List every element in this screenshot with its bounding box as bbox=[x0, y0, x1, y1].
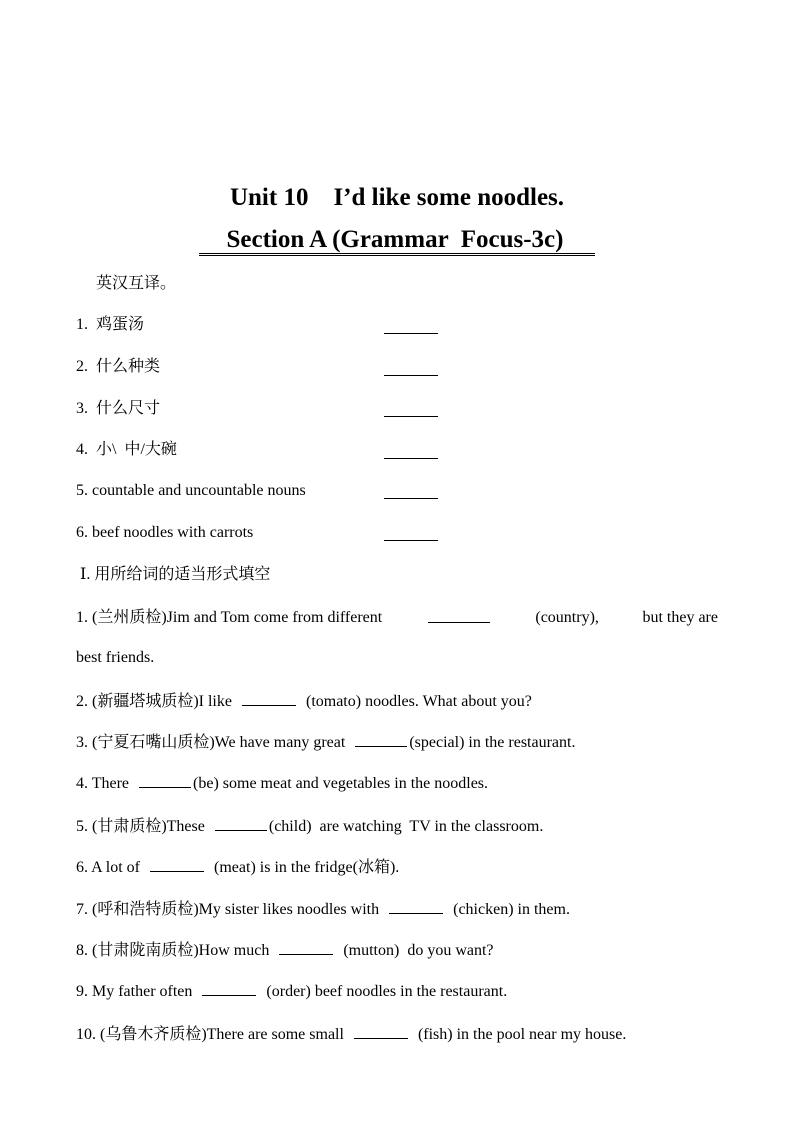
question-5 bbox=[76, 816, 543, 837]
answer-blank[interactable] bbox=[428, 608, 490, 623]
question-6 bbox=[76, 857, 399, 878]
answer-blank[interactable] bbox=[384, 540, 438, 541]
question-3-hint: (special) in the restaurant. bbox=[409, 734, 576, 751]
vocab-item-3: 3. 什么尺寸 bbox=[76, 400, 161, 417]
question-8-hint: (mutton) do you want? bbox=[343, 942, 494, 959]
vocab-item-6: 6. beef noodles with carrots bbox=[76, 524, 254, 541]
page-title: Unit 10 I’d like some noodles. bbox=[229, 184, 565, 211]
question-6-text: 6. A lot of bbox=[76, 859, 141, 876]
question-4 bbox=[76, 773, 488, 794]
question-8-text: 8. (甘肃陇南质检)How much bbox=[76, 942, 270, 959]
subtitle-label: Section A (Grammar Focus-3c) bbox=[199, 226, 596, 254]
answer-blank[interactable] bbox=[139, 773, 191, 788]
question-2-text: 2. (新疆塔城质检)I like bbox=[76, 693, 232, 710]
vocab-item-5: 5. countable and uncountable nouns bbox=[76, 482, 306, 499]
question-8 bbox=[76, 940, 494, 961]
page-subtitle bbox=[0, 226, 794, 254]
question-7-hint: (chicken) in them. bbox=[453, 901, 570, 918]
question-5-hint: (child) are watching TV in the classroom. bbox=[268, 818, 544, 835]
question-2-hint: (tomato) noodles. What about you? bbox=[305, 693, 532, 710]
vocab-instruction: 英汉互译。 bbox=[96, 275, 177, 292]
question-10-text: 10. (乌鲁木齐质检)There are some small bbox=[76, 1026, 344, 1043]
question-9-hint: (order) beef noodles in the restaurant. bbox=[266, 983, 508, 1000]
question-7-text: 7. (呼和浩特质检)My sister likes noodles with bbox=[76, 901, 380, 918]
question-4-hint: (be) some meat and vegetables in the noodles. bbox=[193, 775, 489, 792]
answer-blank[interactable] bbox=[215, 816, 267, 831]
answer-blank[interactable] bbox=[242, 691, 296, 706]
question-9-text: 9. My father often bbox=[76, 983, 193, 1000]
answer-blank[interactable] bbox=[355, 732, 407, 747]
question-1 bbox=[76, 608, 718, 628]
question-1-hint: (country), bbox=[535, 609, 599, 626]
answer-blank[interactable] bbox=[384, 416, 438, 417]
answer-blank[interactable] bbox=[389, 899, 443, 914]
answer-blank[interactable] bbox=[150, 857, 204, 872]
vocab-item-2: 2. 什么种类 bbox=[76, 358, 161, 375]
question-1-continued: best friends. bbox=[76, 649, 155, 666]
question-1-text-end: but they are bbox=[642, 609, 718, 626]
question-10-hint: (fish) in the pool near my house. bbox=[417, 1026, 627, 1043]
question-9 bbox=[76, 981, 507, 1002]
question-6-hint: (meat) is in the fridge(冰箱). bbox=[214, 859, 400, 876]
question-7 bbox=[76, 899, 570, 920]
answer-blank[interactable] bbox=[384, 458, 438, 459]
answer-blank[interactable] bbox=[384, 333, 438, 334]
question-3-text: 3. (宁夏石嘴山质检)We have many great bbox=[76, 734, 346, 751]
question-10 bbox=[76, 1024, 626, 1045]
answer-blank[interactable] bbox=[202, 981, 256, 996]
question-3 bbox=[76, 732, 575, 753]
question-4-text: 4. There bbox=[76, 775, 130, 792]
answer-blank[interactable] bbox=[279, 940, 333, 955]
question-1-text: 1. (兰州质检)Jim and Tom come from different bbox=[76, 609, 383, 626]
question-5-text: 5. (甘肃质检)These bbox=[76, 818, 205, 835]
answer-blank[interactable] bbox=[384, 498, 438, 499]
vocab-item-1: 1. 鸡蛋汤 bbox=[76, 316, 145, 333]
vocab-item-4: 4. 小\ 中/大碗 bbox=[76, 441, 177, 458]
answer-blank[interactable] bbox=[354, 1024, 408, 1039]
question-2 bbox=[76, 691, 532, 712]
exercise-heading: Ⅰ. 用所给词的适当形式填空 bbox=[80, 566, 271, 583]
answer-blank[interactable] bbox=[384, 375, 438, 376]
